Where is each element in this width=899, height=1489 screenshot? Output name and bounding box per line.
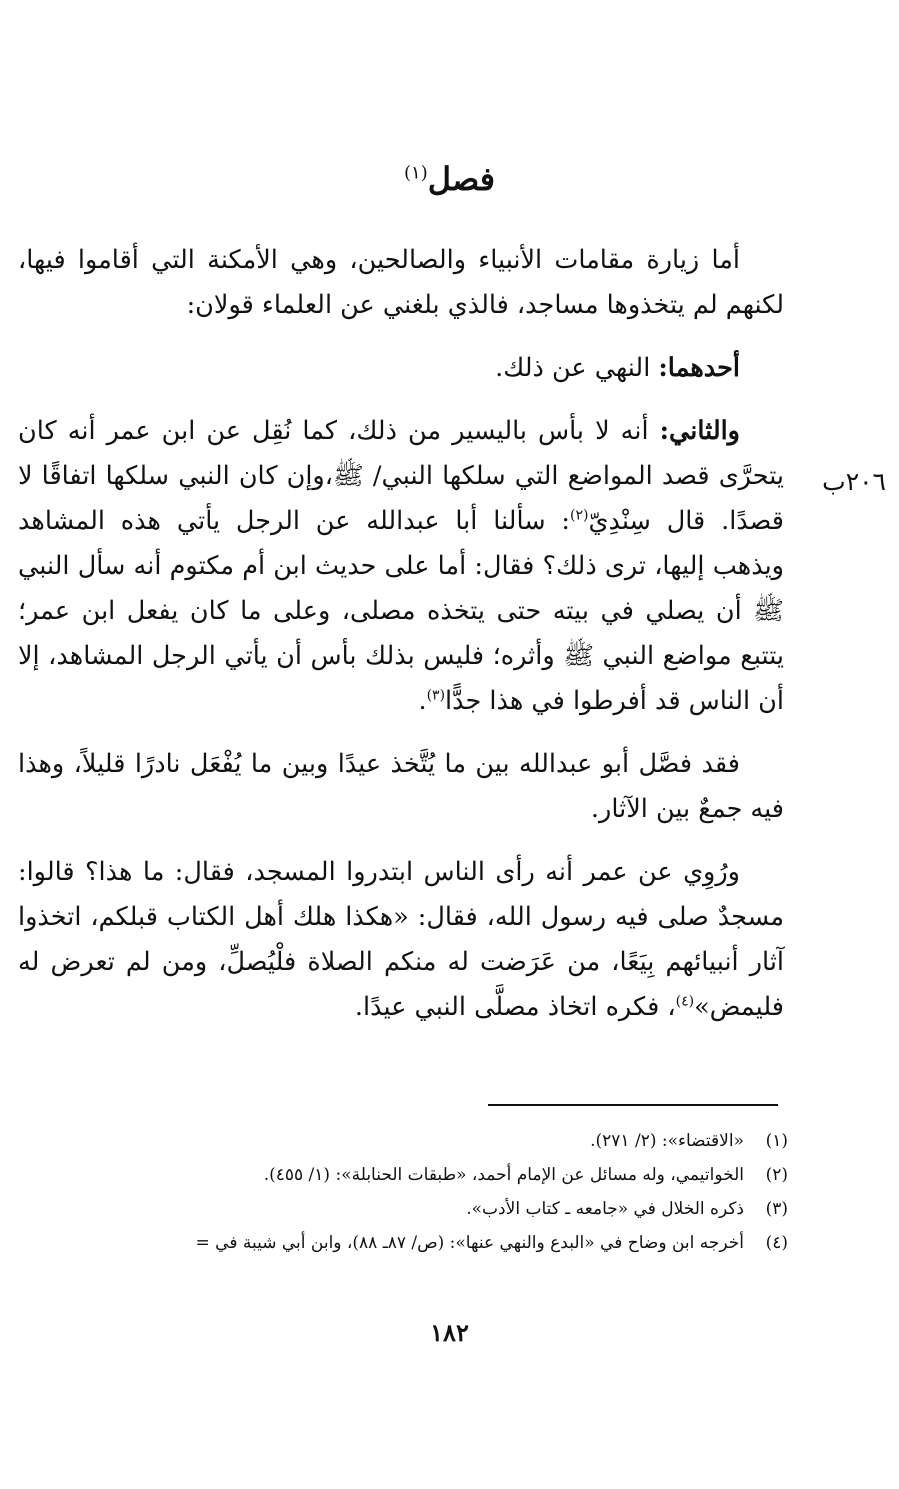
paragraph-lead: أحدهما: [658,353,740,383]
footnote-text: أخرجه ابن وضاح في «البدع والنهي عنها»: (ص/ ٨٧ـ ٨٨)، وابن أبي شيبة في = [195,1233,744,1253]
footnote [12,1192,788,1226]
page-number: ١٨٢ [430,1318,469,1347]
paragraph-text: أما زيارة مقامات الأنبياء والصالحين، وهي الأمكنة التي أقاموا فيها، لكنهم لم يتخذوها مساجد، فالذي بلغني عن العلماء قولان: [18,245,784,320]
footnote-number: (٤) [765,1233,788,1253]
paragraph-text: فقد فصَّل أبو عبدالله بين ما يُتَّخذ عيدًا وبين ما يُفْعَل نادرًا قليلاً، وهذا فيه جمعٌ بين الآثار. [18,749,784,824]
paragraph-text: : سألنا أبا عبدالله عن الرجل يأتي هذه المشاهد ويذهب إليها، ترى ذلك؟ فقال: أما على حديث ابن أم مكتوم أنه سأل النبي ﷺ أن يصلي في بيته حتى يتخذه مصلى، وعلى ما كان يفعل ابن عمر؛ يتتبع مواضع النبي ﷺ وأثره؛ فليس بذلك بأس أن يأتي الرجل المشاهد، إلا أن الناس قد أفرطوا في هذا جدًّا [18,506,784,716]
footnote-ref: (١) [403,162,428,184]
section-title: فصل [427,160,495,198]
footnote-ref: (٣) [426,687,446,704]
footnote-number: (١) [765,1131,788,1151]
footnote-text: ذكره الخلال في «جامعه ـ كتاب الأدب». [466,1199,744,1219]
paragraph [18,409,784,724]
section-heading [0,160,899,198]
body-text [18,238,784,1048]
footnote-divider [488,1104,778,1106]
footnote [12,1124,788,1158]
paragraph-text: ، فكره اتخاذ مصلَّى النبي عيدًا. [354,992,676,1022]
paragraph [18,346,784,391]
footnote-ref: (٢) [570,507,589,524]
footnote-text: «الاقتضاء»: (٢/ ٢٧١). [590,1131,744,1151]
paragraph-text: ورُوِي عن عمر أنه رأى الناس ابتدروا المسجد، فقال: ما هذا؟ قالوا: مسجدٌ صلى فيه رسول الله، فقال: «هكذا هلك أهل الكتاب قبلكم، اتخذوا آثار أنبيائهم بِيَعًا، من عَرَضت له منكم الصلاة فلْيُصلِّ، ومن لم تعرض له فليمض» [18,857,784,1022]
paragraph-lead: والثاني: [659,416,740,446]
paragraph-text: . [418,686,427,716]
footnote-ref: (٤) [675,993,695,1010]
footnote-number: (٣) [765,1199,788,1219]
footnote [12,1158,788,1192]
paragraph [18,742,784,832]
paragraph [18,850,784,1030]
footnotes [12,1124,788,1260]
footnote [12,1226,788,1260]
paragraph-text: النهي عن ذلك. [495,353,659,383]
paragraph [18,238,784,328]
manuscript-folio-marker: ٢٠٦ب [822,467,886,496]
footnote-text: الخواتيمي، وله مسائل عن الإمام أحمد، «طبقات الحنابلة»: (١/ ٤٥٥). [263,1165,744,1185]
paragraph-text: أنه لا بأس باليسير من ذلك، كما نُقِل عن ابن عمر أنه كان يتحرَّى قصد المواضع التي سلكها النبي/ ﷺ،وإن كان النبي سلكها اتفاقًا لا قصدًا. قال سِنْدِيّ [18,416,784,536]
footnote-number: (٢) [765,1165,788,1185]
